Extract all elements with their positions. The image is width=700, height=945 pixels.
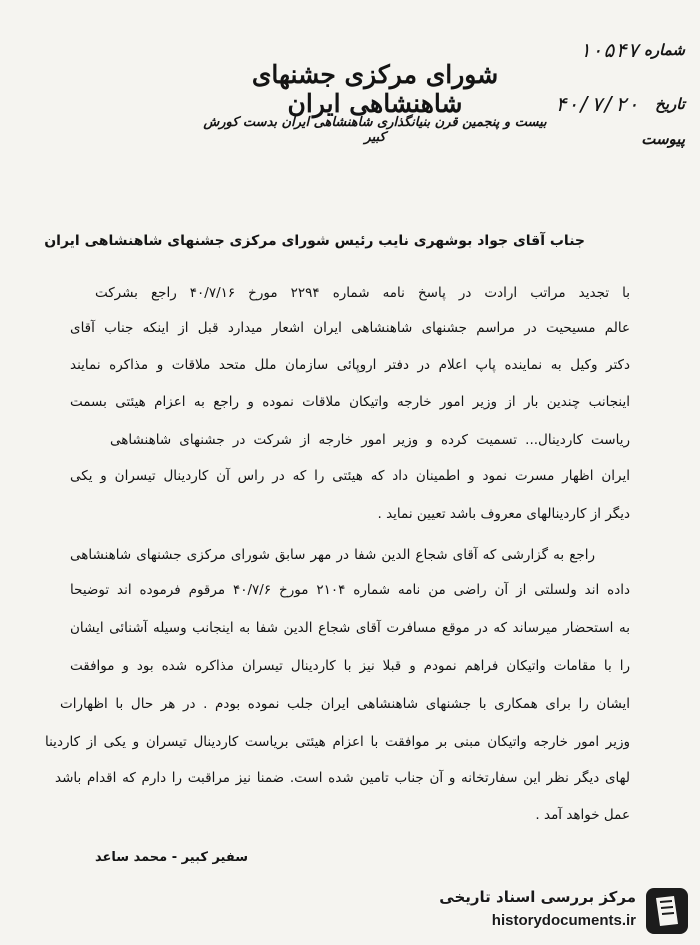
body-line: اینجانب چندین بار از وزیر امور خارجه واتیکان ملاقات نموده و راجع به اعزام هیئتی بسمت bbox=[70, 394, 630, 410]
watermark bbox=[420, 884, 690, 940]
body-line: راجع به گزارشی که آقای شجاع الدین شفا در مهر سابق شورای مرکزی جشنهای شاهنشاهی bbox=[70, 547, 595, 563]
body-line: ایران اظهار مسرت نمود و اطمینان داد که هیئتی را که در راس آن کاردینال تیسران و یکی bbox=[70, 468, 630, 484]
attachment-label: پیوست bbox=[641, 130, 685, 148]
watermark-text: مرکز بررسی اسناد تاریخی bbox=[439, 888, 636, 906]
number-value: ۱۰۵۴۷ bbox=[578, 38, 639, 62]
body-line: ریاست کاردینال... تسمیت کرده و وزیر امور خارجه از شرکت در جشنهای شاهنشاهی bbox=[110, 432, 630, 448]
watermark-url: historydocuments.ir bbox=[491, 912, 636, 929]
body-line: وزیر امور خارجه واتیکان مبنی بر موافقت با اعزام هیئتی بریاست کاردینال تیسران و یکی از کاردینا bbox=[45, 734, 630, 750]
body-line: عالم مسیحیت در مراسم جشنهای شاهنشاهی ایران اشعار میدارد قبل از اینکه جناب آقای bbox=[70, 320, 630, 336]
body-line: دیگر از کاردینالهای معروف باشد تعیین نماید . bbox=[377, 506, 630, 522]
body-line: ایشان را برای همکاری با جشنهای شاهنشاهی ایران جلب نموده بودم . در هر حال با اظهارات bbox=[60, 696, 630, 712]
body-line: لهای دیگر نظر این سفارتخانه و آن جناب تامین شده است. ضمنا نیز مراقبت را دارم که اقدام باشد bbox=[55, 770, 630, 786]
body-line: با تجدید مراتب ارادت در پاسخ نامه شماره ۲۲۹۴ مورخ ۴۰/۷/۱۶ راجع بشرکت bbox=[95, 285, 630, 301]
body-line: دکتر وکیل به نماینده پاپ اعلام در دفتر اروپائی سازمان ملل متحد ملاقات و مذاکره نمایند bbox=[70, 357, 630, 373]
salutation: جناب آقای جواد بوشهری نایب رئیس شورای مرکزی جشنهای شاهنشاهی ایران bbox=[44, 233, 585, 249]
letterhead-title: شورای مرکزی جشنهای شاهنشاهی ایران bbox=[251, 60, 499, 118]
date-label: تاریخ bbox=[655, 95, 685, 113]
body-line: را با مقامات واتیکان فراهم نمودم و قبلا نیز با کاردینال تیسران مذاکره شده بود و موافقت bbox=[70, 658, 630, 674]
document-date bbox=[525, 92, 685, 116]
body-line: به استحضار میرساند که در موقع مسافرت آقای شجاع الدین شفا به اینجانب وسیله آشنائی ایشان bbox=[70, 620, 630, 636]
archive-logo-icon bbox=[644, 886, 690, 936]
signature: سفیر کبیر - محمد ساعد bbox=[95, 850, 248, 865]
body-line: عمل خواهد آمد . bbox=[535, 807, 630, 823]
document-attachment bbox=[525, 130, 685, 148]
letterhead-subtitle: بیست و پنجمین قرن بنیانگذاری شاهنشاهی ایران بدست کورش کبیر bbox=[203, 115, 547, 145]
number-label: شماره bbox=[644, 41, 685, 59]
date-value: ۴۰/۷/۲۰ bbox=[554, 92, 639, 116]
document-number bbox=[525, 38, 685, 62]
body-line: داده اند ولسلتی از آن راضی من نامه شماره ۲۱۰۴ مورخ ۴۰/۷/۶ مرقوم فرموده اند توضیحا bbox=[70, 582, 630, 598]
